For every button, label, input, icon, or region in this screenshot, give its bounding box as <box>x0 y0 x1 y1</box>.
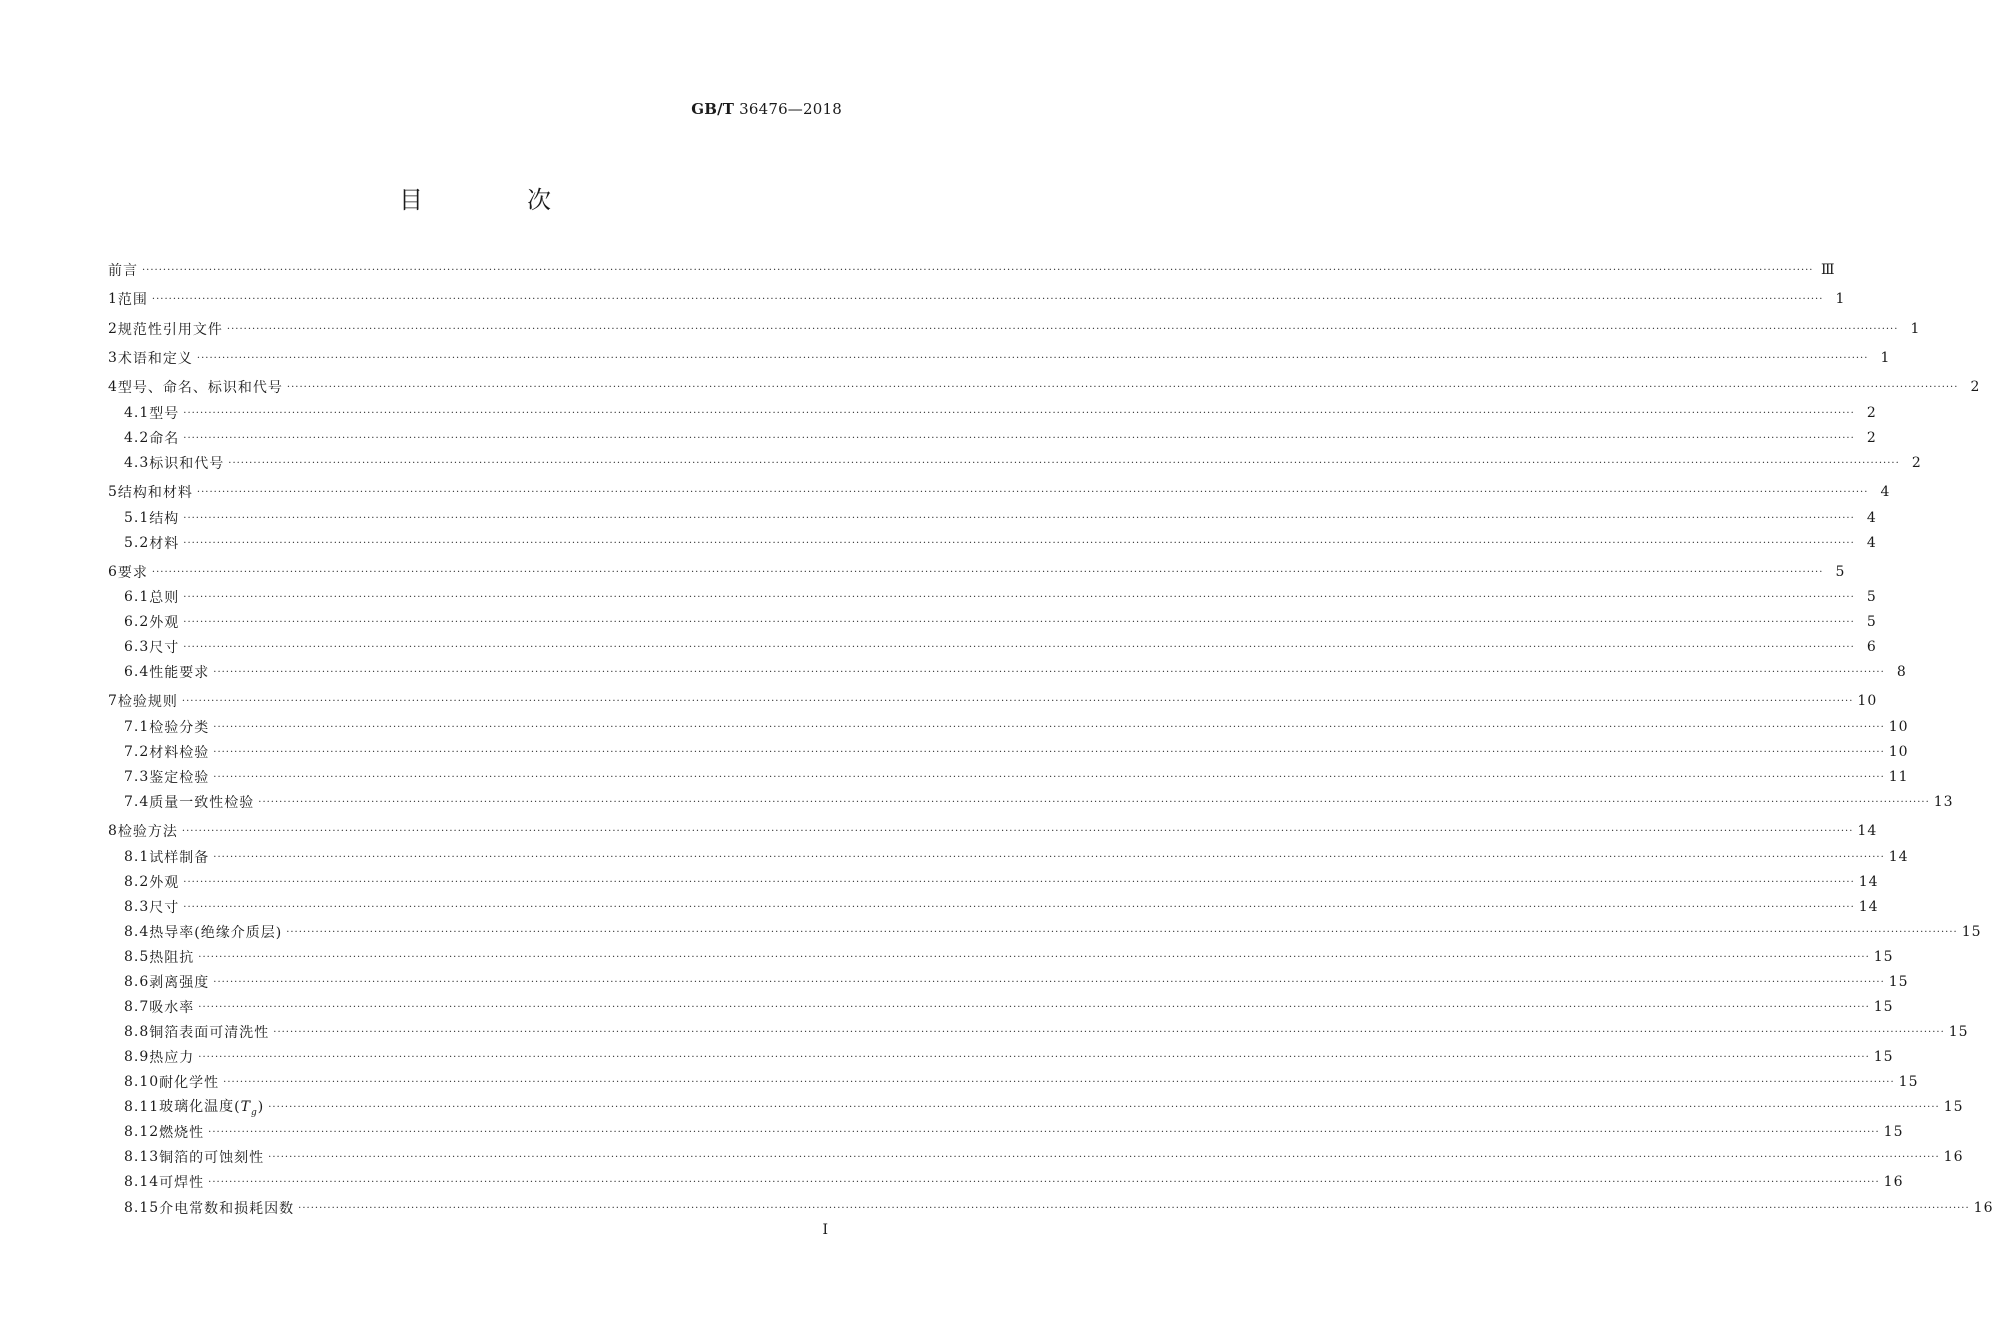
toc-leader-dots: ················································································································································································································································································································································································································ <box>208 1177 1880 1188</box>
toc-entry[interactable] <box>108 689 1878 713</box>
toc-entry[interactable] <box>108 970 1909 994</box>
toc-entry-number: 8.4 <box>124 924 150 940</box>
toc-entry-number: 8.11 <box>124 1099 160 1115</box>
toc-entry-number: 6 <box>108 564 118 580</box>
toc-leader-dots: ················································································································································································································································································································································································································ <box>183 877 1855 888</box>
standard-code <box>691 100 842 118</box>
toc-entry-number: 7.1 <box>124 719 150 735</box>
toc-leader-dots: ················································································································································································································································································································································································································ <box>273 1027 1945 1038</box>
toc-leader-dots: ················································································································································································································································································································································································································ <box>286 927 1958 938</box>
toc-leader-dots: ················································································································································································································································································································································································································ <box>213 772 1885 783</box>
toc-entry-number: 8.10 <box>124 1074 160 1090</box>
toc-leader-dots: ················································································································································································································································································································································································································ <box>196 487 1869 498</box>
toc-entry-label: 尺寸 <box>149 900 180 916</box>
toc-entry-page: 4 <box>1866 535 1877 551</box>
toc-entry-number: 8.2 <box>124 874 150 890</box>
toc-entry-label: 范围 <box>117 292 148 308</box>
toc-entry-label: 剥离强度 <box>149 975 210 991</box>
toc-entry-label: 试样制备 <box>149 850 210 866</box>
toc-leader-dots: ················································································································································································································································································································································································································ <box>183 592 1855 603</box>
toc-entry-label: 结构 <box>149 511 180 527</box>
toc-entry-label: 尺寸 <box>149 640 180 656</box>
toc-entry-page: 15 <box>1943 1099 1964 1115</box>
toc-entry[interactable] <box>108 819 1878 843</box>
toc-entry-page: 1 <box>1880 350 1891 366</box>
toc-entry-number: 5.2 <box>124 535 150 551</box>
toc-entry-page: 5 <box>1866 589 1877 605</box>
toc-entry-label: 检验方法 <box>117 824 178 840</box>
toc-entry-page: 15 <box>1873 999 1894 1015</box>
toc-entry[interactable] <box>108 740 1909 764</box>
toc-entry-page: 4 <box>1880 484 1891 500</box>
toc-entry-page: 2 <box>1911 455 1922 471</box>
toc-entry-page: 13 <box>1933 794 1954 810</box>
toc-entry-page: 16 <box>1883 1174 1904 1190</box>
toc-entry-label: 性能要求 <box>149 665 210 681</box>
toc-leader-dots: ················································································································································································································································································································································································································ <box>213 852 1885 863</box>
toc-entry-label: 燃烧性 <box>159 1125 205 1141</box>
toc-entry[interactable] <box>108 1196 1993 1220</box>
toc-entry-number: 8.3 <box>124 899 150 915</box>
toc-leader-dots: ················································································································································································································································································································································································································ <box>183 617 1855 628</box>
toc-entry-number: 8.12 <box>124 1124 160 1140</box>
toc-entry[interactable] <box>108 945 1894 969</box>
toc-leader-dots: ················································································································································································································································································································································································································ <box>142 265 1814 276</box>
toc-leader-dots: ················································································································································································································································································································································································································ <box>181 826 1854 837</box>
toc-leader-dots: ················································································································································································································································································································································································································ <box>268 1102 1940 1113</box>
toc-entry-page: 4 <box>1866 510 1877 526</box>
toc-entry-label: 可焊性 <box>159 1175 205 1191</box>
toc-entry-page: 11 <box>1888 769 1909 785</box>
toc-entry-page: 10 <box>1888 744 1909 760</box>
toc-entry-number: 1 <box>108 291 118 307</box>
toc-entry-number: 8.7 <box>124 999 150 1015</box>
toc-entry-number: 8 <box>108 823 118 839</box>
toc-entry-page: 10 <box>1857 693 1878 709</box>
toc-entry[interactable] <box>108 1070 1919 1094</box>
toc-leader-dots: ················································································································································································································································································································································································································ <box>223 1077 1895 1088</box>
toc-entry-page: 6 <box>1866 639 1877 655</box>
toc-entry-number: 8.5 <box>124 949 150 965</box>
toc-entry-label: 检验规则 <box>117 694 178 710</box>
toc-entry-label: 热导率(绝缘介质层) <box>149 925 283 941</box>
footer-page-number: Ⅰ <box>822 1222 828 1238</box>
toc-entry-page: 2 <box>1866 430 1877 446</box>
toc-entry-label: 命名 <box>149 431 180 447</box>
toc-entry-number: 6.1 <box>124 589 150 605</box>
toc-entry[interactable] <box>108 660 1907 684</box>
toc-entry-page: 10 <box>1888 719 1909 735</box>
toc-leader-dots: ················································································································································································································································································································································································································ <box>183 902 1855 913</box>
toc-entry-label: 总则 <box>149 590 180 606</box>
toc-entry-label: 质量一致性检验 <box>149 795 255 811</box>
toc-entry-label: 铜箔的可蚀刻性 <box>159 1150 265 1166</box>
toc-leader-dots: ················································································································································································································································································································································································································ <box>213 747 1885 758</box>
toc-entry[interactable] <box>108 1020 1969 1044</box>
toc-entry-number: 7 <box>108 693 118 709</box>
toc-entry-page: 1 <box>1910 321 1921 337</box>
toc-entry[interactable] <box>108 451 1922 475</box>
toc-entry[interactable] <box>108 1120 1904 1144</box>
toc-entry-label: 外观 <box>149 615 180 631</box>
toc-leader-dots: ················································································································································································································································································································································································································ <box>183 433 1855 444</box>
toc-leader-dots: ················································································································································································································································································································································································································ <box>208 1127 1880 1138</box>
toc-leader-dots: ················································································································································································································································································································································································································ <box>213 977 1885 988</box>
toc-entry-label: 规范性引用文件 <box>117 322 223 338</box>
toc-entry-number: 8.1 <box>124 849 150 865</box>
toc-entry-label: 鉴定检验 <box>149 770 210 786</box>
toc-entry[interactable] <box>108 258 1836 282</box>
toc-entry-number: 8.15 <box>124 1200 160 1216</box>
toc-entry-label: 标识和代号 <box>149 456 225 472</box>
toc-entry-number: 6.2 <box>124 614 150 630</box>
toc-entry-number: 2 <box>108 321 118 337</box>
toc-entry-number: 3 <box>108 350 118 366</box>
toc-entry-label: 外观 <box>149 875 180 891</box>
toc-entry-label: 材料 <box>149 536 180 552</box>
toc-leader-dots: ················································································································································································································································································································································································································ <box>258 797 1930 808</box>
toc-entry[interactable] <box>108 610 1877 634</box>
toc-entry[interactable] <box>108 765 1909 789</box>
toc-leader-dots: ················································································································································································································································································································································································································ <box>183 642 1855 653</box>
toc-entry-label: 介电常数和损耗因数 <box>159 1201 295 1217</box>
toc-entry-number: 7.2 <box>124 744 150 760</box>
toc-entry-page: 14 <box>1858 874 1879 890</box>
toc-leader-dots: ················································································································································································································································································································································································································ <box>198 1052 1870 1063</box>
toc-entry-page: 14 <box>1858 899 1879 915</box>
toc-entry-page: 15 <box>1961 924 1982 940</box>
toc-leader-dots: ················································································································································································································································································································································································································ <box>183 513 1855 524</box>
toc-entry-page: 15 <box>1888 974 1909 990</box>
toc-entry[interactable] <box>108 480 1891 504</box>
toc-entry-number: 7.3 <box>124 769 150 785</box>
toc-entry-label: 要求 <box>117 565 148 581</box>
toc-entry-label: 前言 <box>108 263 138 279</box>
page-title: 目 次 <box>399 186 591 214</box>
toc-entry[interactable] <box>108 375 1981 399</box>
toc-leader-dots: ················································································································································································································································································································································································································ <box>198 1002 1870 1013</box>
toc-entry-number: 4.3 <box>124 455 150 471</box>
toc-entry[interactable] <box>108 635 1877 659</box>
toc-entry-number: 8.13 <box>124 1149 160 1165</box>
toc-leader-dots: ················································································································································································································································································································································································································ <box>213 667 1885 678</box>
toc-entry-label: 结构和材料 <box>117 485 193 501</box>
toc-entry[interactable] <box>108 317 1921 341</box>
toc-entry[interactable] <box>108 920 1982 944</box>
toc-entry-label: 检验分类 <box>149 720 210 736</box>
toc-entry-page: 15 <box>1883 1124 1904 1140</box>
toc-entry-page: 15 <box>1898 1074 1919 1090</box>
standard-code-number: 36476—2018 <box>739 100 842 118</box>
toc-entry[interactable] <box>108 870 1879 894</box>
toc-leader-dots: ················································································································································································································································································································································································································ <box>151 567 1824 578</box>
toc-leader-dots: ················································································································································································································································································································································································································ <box>183 408 1855 419</box>
toc-leader-dots: ················································································································································································································································································································································································································ <box>226 324 1899 335</box>
toc-entry-number: 4.2 <box>124 430 150 446</box>
toc-leader-dots: ················································································································································································································································································································································································································ <box>151 294 1824 305</box>
toc-entry[interactable] <box>108 426 1877 450</box>
toc-entry-label: 术语和定义 <box>117 351 193 367</box>
toc-entry-number: 6.3 <box>124 639 150 655</box>
toc-entry[interactable] <box>108 287 1846 311</box>
toc-entry-page: 8 <box>1896 664 1907 680</box>
toc-leader-dots: ················································································································································································································································································································································································································ <box>228 458 1900 469</box>
toc-entry-number: 8.6 <box>124 974 150 990</box>
toc-leader-dots: ················································································································································································································································································································································································································ <box>298 1203 1970 1214</box>
toc-entry-page: 2 <box>1866 405 1877 421</box>
toc-entry[interactable] <box>108 1145 1964 1169</box>
toc-entry-label: 型号、命名、标识和代号 <box>117 380 283 396</box>
toc-entry[interactable] <box>108 1170 1904 1194</box>
toc-entry-label: 型号 <box>149 406 180 422</box>
toc-entry-page: 16 <box>1973 1200 1993 1216</box>
standard-code-prefix: GB/T <box>691 100 735 118</box>
toc-entry[interactable] <box>108 401 1877 425</box>
toc-entry[interactable] <box>108 995 1894 1019</box>
toc-entry-number: 5 <box>108 484 118 500</box>
toc-leader-dots: ················································································································································································································································································································································································································ <box>196 353 1869 364</box>
toc-entry-label: 热阻抗 <box>149 950 195 966</box>
toc-entry-number: 5.1 <box>124 510 150 526</box>
toc-entry-label: 玻璃化温度$(T_g)$ <box>159 1099 265 1118</box>
toc-entry-label: 材料检验 <box>149 745 210 761</box>
toc-entry-number: 6.4 <box>124 664 150 680</box>
toc-entry-page: 14 <box>1857 823 1878 839</box>
toc-entry[interactable] <box>108 895 1879 919</box>
toc-entry[interactable] <box>108 346 1891 370</box>
toc-entry[interactable] <box>108 531 1877 555</box>
toc-entry-number: 7.4 <box>124 794 150 810</box>
toc-entry[interactable] <box>108 1045 1894 1069</box>
toc-entry-page: 16 <box>1943 1149 1964 1165</box>
toc-entry-page: 5 <box>1866 614 1877 630</box>
toc-entry-page: 15 <box>1948 1024 1969 1040</box>
toc-entry[interactable] <box>108 585 1877 609</box>
toc-entry-page: Ⅲ <box>1820 262 1836 278</box>
toc-entry-page: 15 <box>1873 1049 1894 1065</box>
toc-entry-page: 15 <box>1873 949 1894 965</box>
toc-leader-dots: ················································································································································································································································································································································································································ <box>286 382 1959 393</box>
toc-entry[interactable] <box>108 1095 1964 1119</box>
toc-entry-page: 5 <box>1835 564 1846 580</box>
toc-entry-number: 8.14 <box>124 1174 160 1190</box>
toc-leader-dots: ················································································································································································································································································································································································································ <box>183 538 1855 549</box>
toc-entry[interactable] <box>108 715 1909 739</box>
toc-entry-label: 耐化学性 <box>159 1075 220 1091</box>
toc-leader-dots: ················································································································································································································································································································································································································ <box>268 1152 1940 1163</box>
toc-entry-label: 热应力 <box>149 1050 195 1066</box>
toc-entry-number: 4 <box>108 379 118 395</box>
toc-entry-label: 吸水率 <box>149 1000 195 1016</box>
toc-leader-dots: ················································································································································································································································································································································································································ <box>181 696 1854 707</box>
toc-entry-page: 1 <box>1835 291 1846 307</box>
toc-entry[interactable] <box>108 845 1909 869</box>
toc-entry[interactable] <box>108 560 1846 584</box>
toc-leader-dots: ················································································································································································································································································································································································································ <box>198 952 1870 963</box>
toc-entry-label: 铜箔表面可清洗性 <box>149 1025 270 1041</box>
toc-entry-number: 8.8 <box>124 1024 150 1040</box>
toc-entry-number: 8.9 <box>124 1049 150 1065</box>
toc-entry[interactable] <box>108 506 1877 530</box>
toc-entry-number: 4.1 <box>124 405 150 421</box>
toc-entry-page: 2 <box>1970 379 1981 395</box>
toc-entry-page: 14 <box>1888 849 1909 865</box>
toc-entry[interactable] <box>108 790 1954 814</box>
toc-leader-dots: ················································································································································································································································································································································································································ <box>213 722 1885 733</box>
